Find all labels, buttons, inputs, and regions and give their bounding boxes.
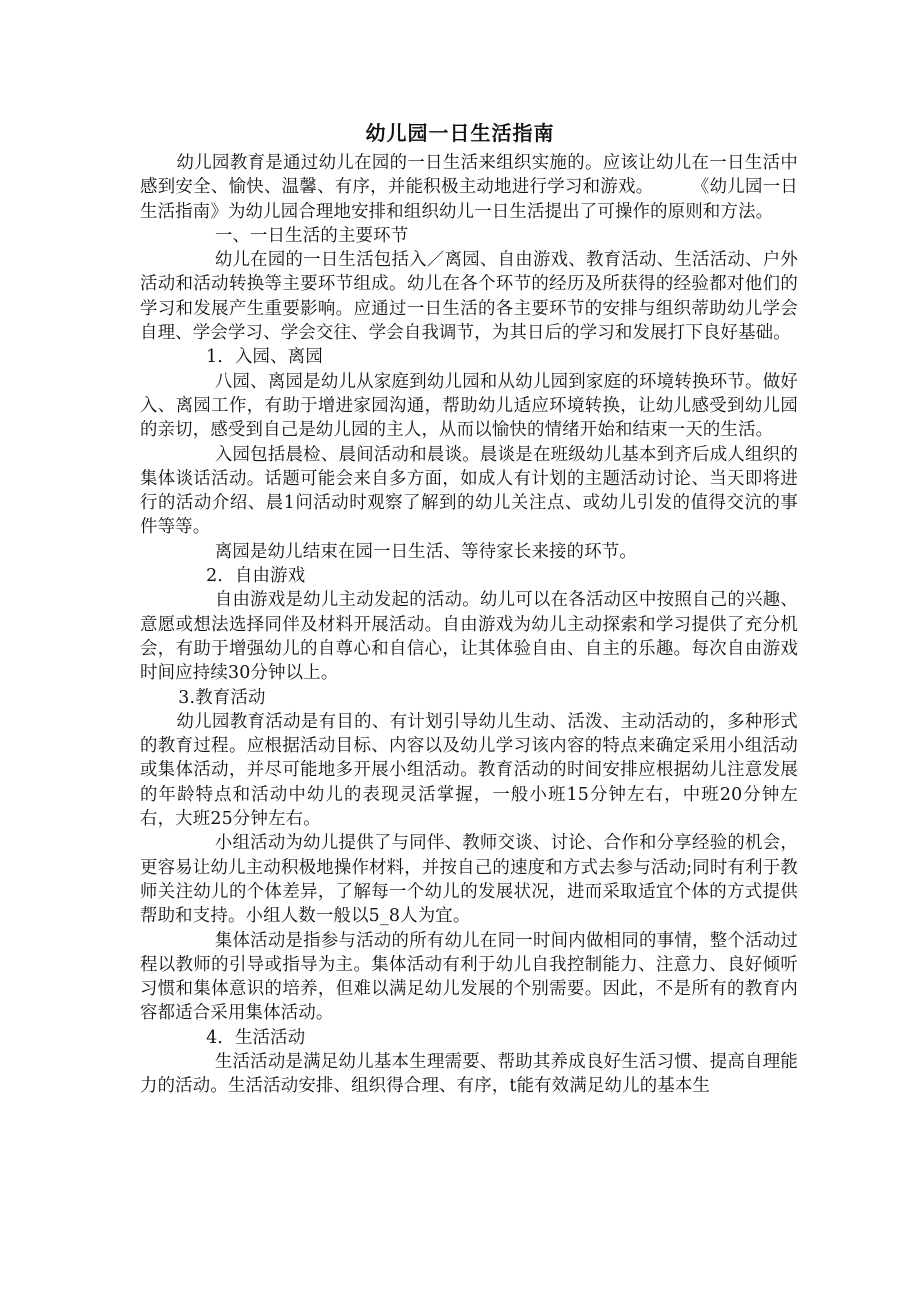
item-4-heading: 4．生活活动 — [206, 1027, 306, 1048]
item-3-heading: 3.教育活动 — [178, 687, 266, 708]
section-1-paragraph: 幼儿在园的一日生活包括入／离园、自由游戏、教育活动、生活活动、户外活动和活动转换等主要环节组成。幼儿在各个环节的经历及所获得的经验都对他们的学习和发展产生重要影响。应通过一日生活的各主要环节的安排与组织蒂助幼儿学会自理、学会学习、学会交往、学会自我调节，为其日后的学习和发展打下良好基础。 — [140, 250, 798, 344]
intro-part-1: 幼儿园教育是通过幼儿在园的一日生活来组织实施的。应该让幼儿在一日生活中感到安全、愉快、温馨、有序，并能积极主动地进行学习和游戏。 — [140, 153, 798, 198]
intro-paragraph — [140, 151, 798, 224]
item-2-heading: 2．自由游戏 — [206, 566, 306, 587]
item-4-paragraph-1: 生活活动是满足幼儿基本生理需要、帮助其养成良好生活习惯、提高自理能力的活动。生活活动安排、组织得合理、有序，t能有效满足幼儿的基本生 — [140, 1051, 798, 1097]
item-3-paragraph-3: 集体活动是指参与活动的所有幼儿在同一时间内做相同的事情，整个活动过程以教师的引导或指导为主。集体活动有利于幼儿自我控制能力、注意力、良好倾听习惯和集体意识的培养，但难以满足幼儿发展的个别需要。因此，不是所有的教育内容都适合采用集体活动。 — [140, 930, 798, 1024]
item-3-paragraph-2: 小组活动为幼儿提供了与同伴、教师交谈、讨论、合作和分享经验的机会，更容易让幼儿主动积极地操作材料，并按自己的速度和方式去参与活动;同时有利于教师关注幼儿的个体差异，了解每一个幼儿的发展状况，进而采取适宜个体的方式提供帮助和支持。小组人数一般以5_8人为宜。 — [140, 833, 798, 927]
document-body — [140, 151, 798, 1099]
section-1-heading: 一、一日生活的主要环节 — [214, 225, 409, 246]
item-3-paragraph-1: 幼儿园教育活动是有目的、有计划引导幼儿生动、活泼、主动活动的，多种形式的教育过程。应根据活动目标、内容以及幼儿学习该内容的特点来确定采用小组活动或集体活动，并尽可能地多开展小组活动。教育活动的时间安排应根据幼儿注意发展的年龄特点和活动中幼儿的表现灵活掌握，一般小班15分钟左右，中班20分钟左右，大班25分钟左右。 — [140, 711, 798, 830]
item-1-paragraph-3: 离园是幼儿结束在园一日生活、等待家长来接的环节。 — [214, 541, 637, 562]
item-2-paragraph-1: 自由游戏是幼儿主动发起的活动。幼儿可以在各活动区中按照自己的兴趣、意愿或想法选择同伴及材料开展活动。自由游戏为幼儿主动探索和学习提供了充分机会，有助于增强幼儿的自尊心和自信心，让其体验自由、自主的乐趣。每次自由游戏时间应持续30分钟以上。 — [140, 590, 798, 684]
intro-part-2: 《幼儿园一日生活指南》为幼儿园合理地安排和组织幼儿一日生活提出了可操作的原则和方法。 — [140, 177, 798, 222]
item-1-paragraph-2: 入园包括晨检、晨间活动和晨谈。晨谈是在班级幼儿基本到齐后成人组织的集体谈话活动。话题可能会来自多方面，如成人有计划的主题活动讨论、当天即将进行的活动介绍、晨1问活动时观察了解到的幼儿关注点、或幼儿引发的值得交沆的事件等等。 — [140, 444, 798, 538]
item-1-paragraph-1: 八园、离园是幼儿从家庭到幼儿园和从幼儿园到家庭的环境转换环节。做好入、离园工作，有助于增进家园沟通，帮助幼儿适应环境转换，让幼儿感受到幼儿园的亲切，感受到自己是幼儿园的主人，从而以愉快的情绪开始和结束一天的生活。 — [140, 371, 798, 441]
item-1-heading: 1．入园、离园 — [206, 347, 323, 368]
document-title: 幼儿园一日生活指南 — [365, 121, 555, 145]
